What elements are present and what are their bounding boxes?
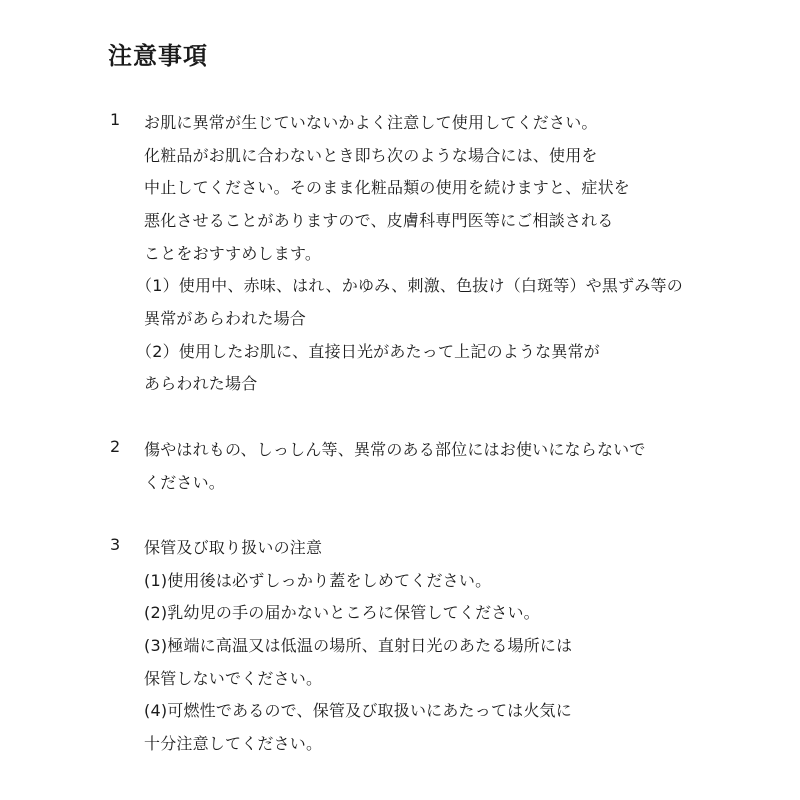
section-line: (1)使用後は必ずしっかり蓋をしめてください。: [144, 571, 492, 590]
section-line: 悪化させることがありますので、皮膚科専門医等にご相談される: [144, 211, 614, 230]
section-number: 1: [110, 110, 121, 129]
section-line: お肌に異常が生じていないかよく注意して使用してください。: [144, 113, 598, 132]
section-line: (2)乳幼児の手の届かないところに保管してください。: [144, 603, 540, 622]
section-line: あらわれた場合: [144, 374, 258, 393]
section-line: 保管しないでください。: [144, 669, 323, 688]
section-line: ください。: [144, 473, 226, 492]
section-line: 異常があらわれた場合: [144, 309, 307, 328]
section-line: 化粧品がお肌に合わないとき即ち次のような場合には、使用を: [144, 146, 598, 165]
section-line: 傷やはれもの、しっしん等、異常のある部位にはお使いにならないで: [144, 440, 646, 459]
section-line: 保管及び取り扱いの注意: [144, 538, 323, 557]
section-line: (4)可燃性であるので、保管及び取扱いにあたっては火気に: [144, 701, 572, 720]
section-line: （2）使用したお肌に、直接日光があたって上記のような異常が: [136, 342, 600, 361]
section-line: （1）使用中、赤味、はれ、かゆみ、刺激、色抜け（白斑等）や黒ずみ等の: [136, 276, 683, 295]
section-line: 十分注意してください。: [144, 734, 323, 753]
section-line: 中止してください。そのまま化粧品類の使用を続けますと、症状を: [144, 178, 631, 197]
page-title: 注意事項: [108, 42, 208, 70]
section-number: 2: [110, 437, 121, 456]
section-line: ことをおすすめします。: [144, 244, 322, 263]
section-number: 3: [110, 535, 121, 554]
section-line: (3)極端に高温又は低温の場所、直射日光のあたる場所には: [144, 636, 573, 655]
